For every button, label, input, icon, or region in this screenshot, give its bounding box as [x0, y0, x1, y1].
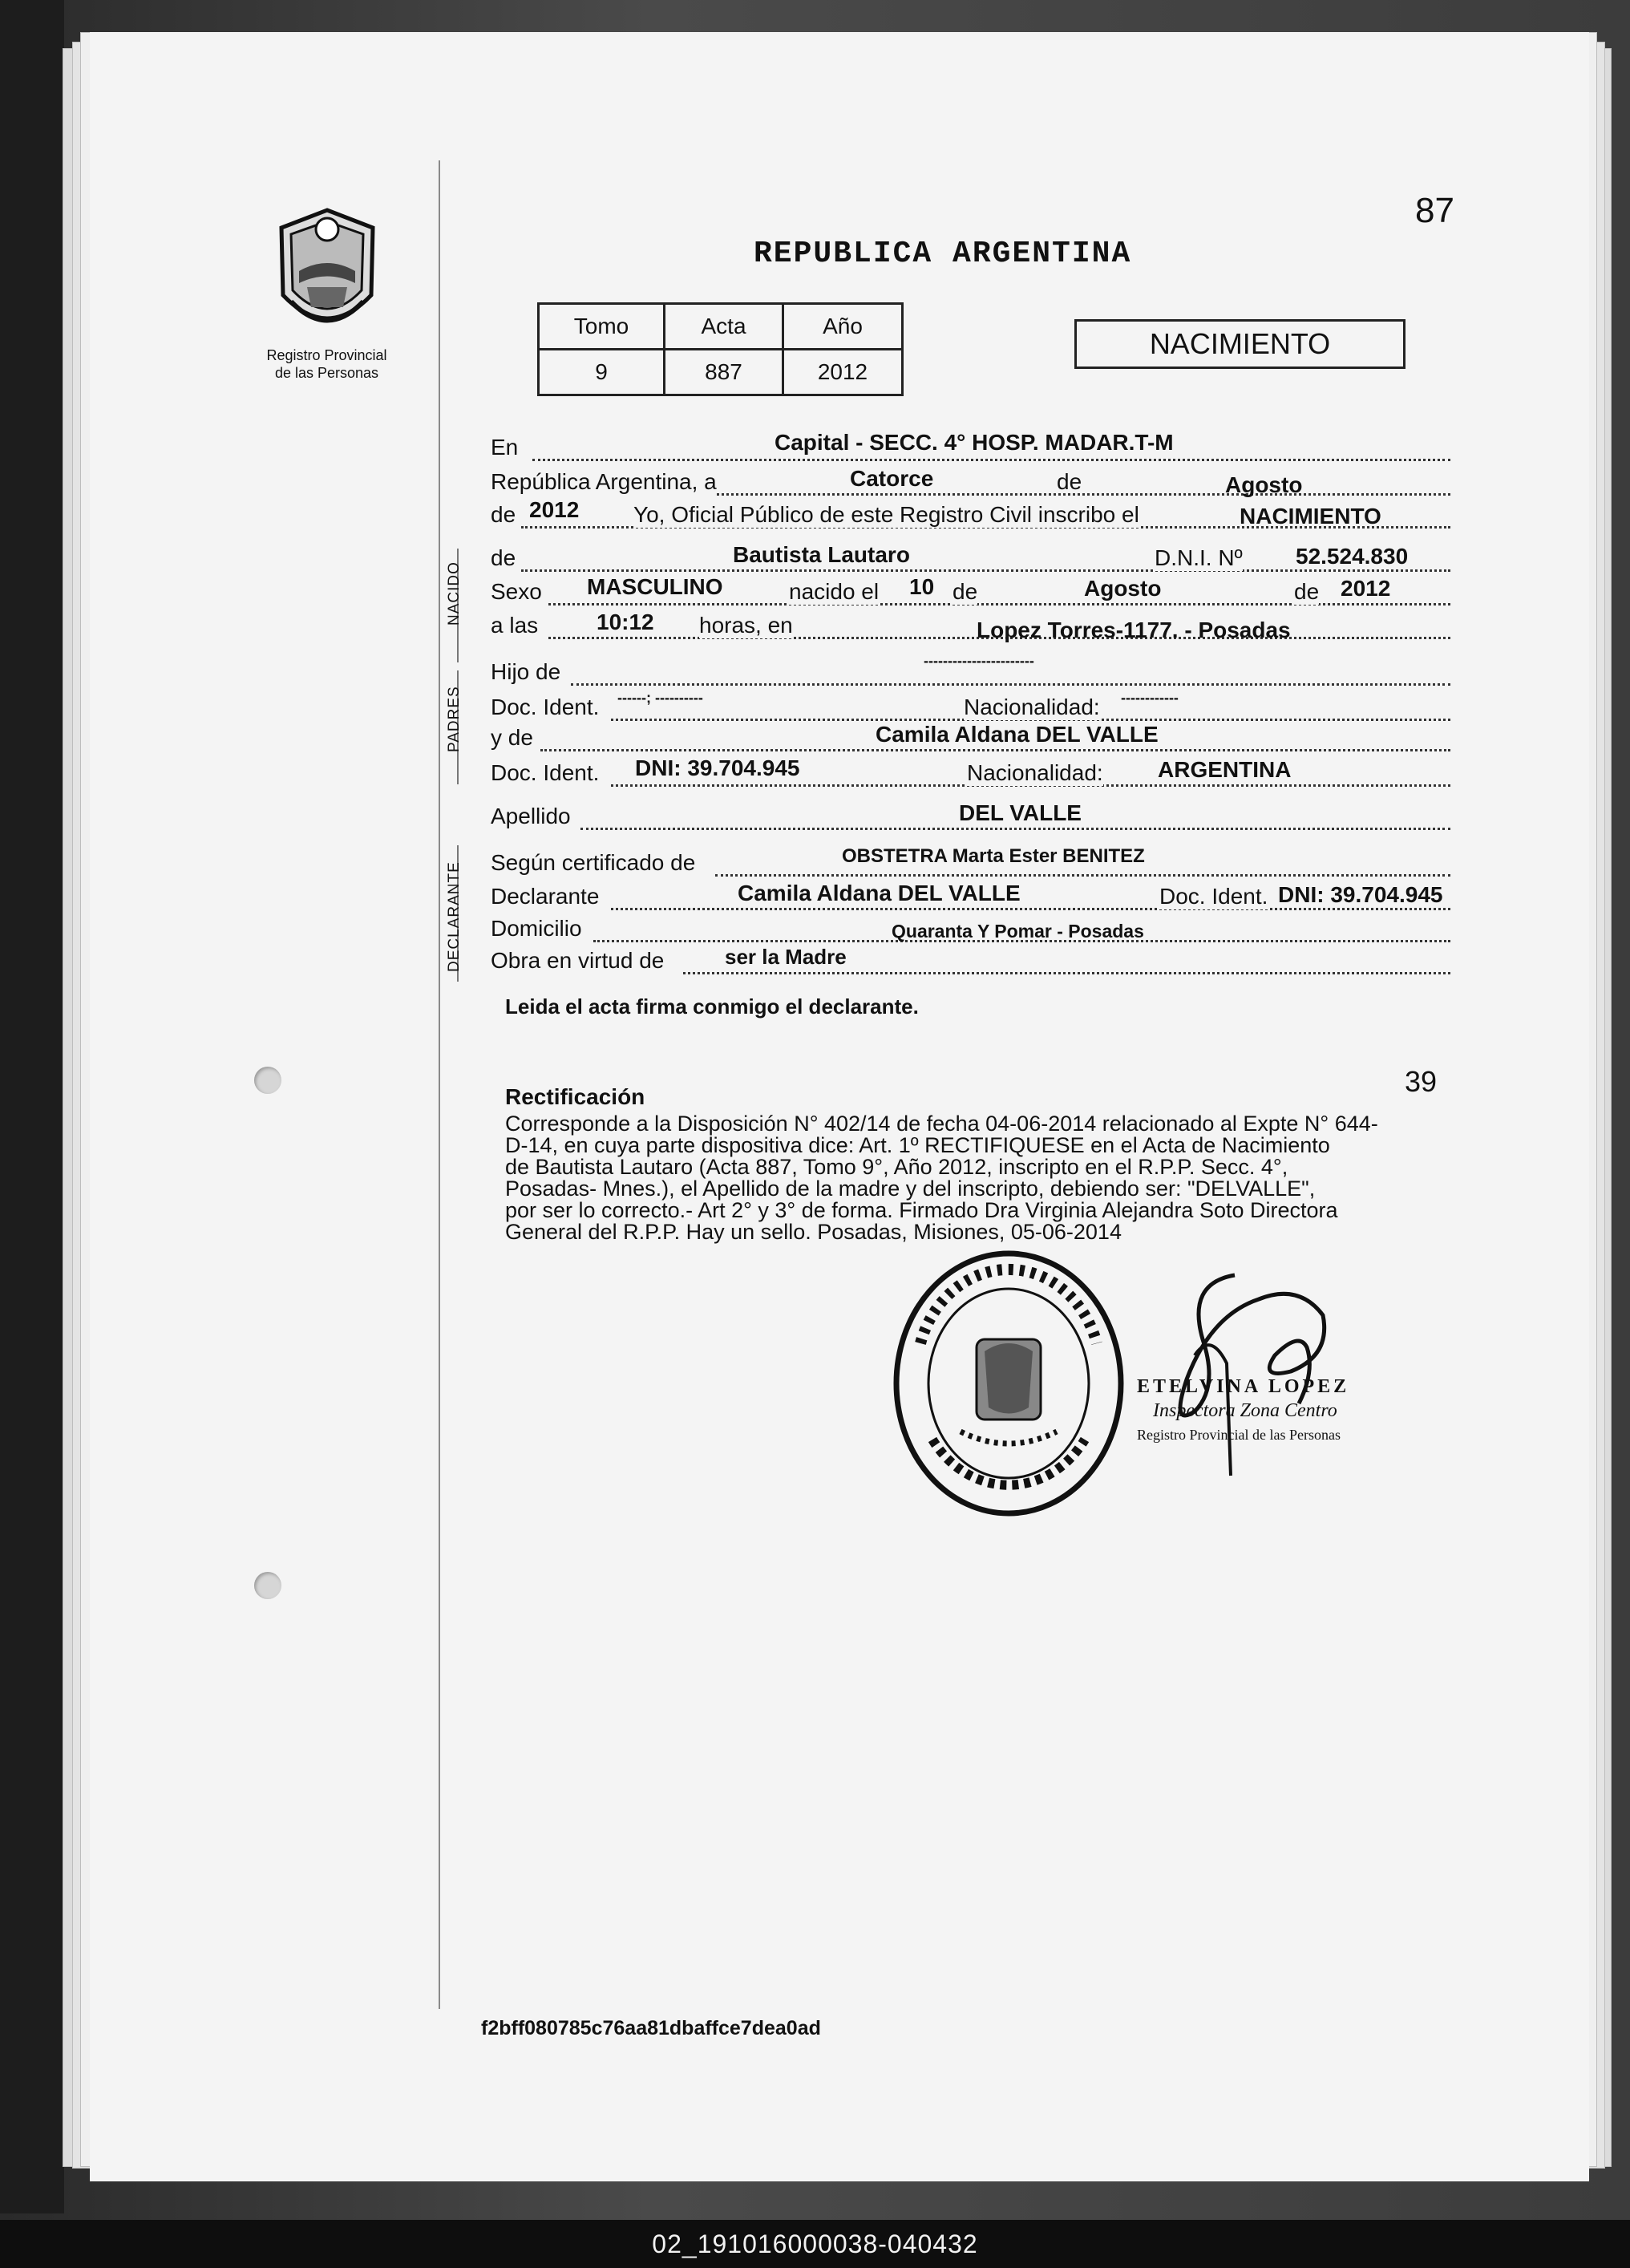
section-label-nacido: NACIDO	[446, 561, 463, 626]
signer-org: Registro Provincial de las Personas	[1137, 1427, 1341, 1443]
row-domicilio	[491, 916, 1630, 948]
cert-value: OBSTETRA Marta Ester BENITEZ	[842, 845, 1145, 867]
dotted-line	[683, 972, 1450, 974]
rectificacion-line: Posadas- Mnes.), el Apellido de la madre y del inscripto, debiendo ser: "DELVALLE",	[505, 1177, 1316, 1201]
nombre-label: de	[491, 545, 516, 570]
year-prefix-label: de	[491, 502, 516, 527]
punch-hole	[254, 1067, 281, 1094]
crest-caption-line2: de las Personas	[274, 365, 379, 381]
margin-line	[439, 160, 440, 2009]
closing-statement: Leida el acta firma conmigo el declarante.	[505, 994, 919, 1019]
tomo-header: Tomo	[539, 304, 665, 350]
dni-label: D.N.I. Nº	[1155, 545, 1243, 570]
en-value: Capital - SECC. 4° HOSP. MADAR.T-M	[775, 430, 1174, 455]
dotted-line	[611, 908, 1450, 910]
signer-role: Inspectora Zona Centro	[1153, 1400, 1337, 1421]
sexo-value: MASCULINO	[587, 574, 723, 599]
image-caption: 02_191016000038-040432	[0, 2220, 1630, 2268]
page-number: 87	[1415, 191, 1454, 230]
dni-value: 52.524.830	[1296, 544, 1409, 569]
obra-label: Obra en virtud de	[491, 948, 665, 973]
punch-hole	[254, 1572, 281, 1599]
dotted-line	[571, 683, 1450, 686]
nacido-year: 2012	[1341, 576, 1391, 601]
doc2-value: DNI: 39.704.945	[635, 755, 800, 780]
doc2-label: Doc. Ident.	[491, 760, 600, 785]
nombre-value: Bautista Lautaro	[733, 542, 910, 567]
decl-doc-value: DNI: 39.704.945	[1278, 882, 1443, 907]
madre-value: Camila Aldana DEL VALLE	[876, 722, 1159, 747]
rectificacion-line: General del R.P.P. Hay un sello. Posadas, Misiones, 05-06-2014	[505, 1220, 1122, 1244]
hijo-label: Hijo de	[491, 659, 561, 684]
row-madre	[491, 722, 1630, 757]
rectificacion-body	[505, 1113, 1459, 1243]
section-label-padres: PADRES	[446, 686, 463, 752]
republica-day: Catorce	[850, 466, 934, 491]
row-lugar-registro	[491, 430, 1630, 467]
row-obra	[491, 945, 1630, 980]
crest-caption	[241, 346, 413, 382]
horas-label: horas, en	[699, 613, 793, 638]
dom-label: Domicilio	[491, 916, 582, 941]
doc1-label: Doc. Ident.	[491, 695, 600, 719]
row-certificado	[491, 845, 1630, 882]
sexo-label: Sexo	[491, 579, 542, 604]
lugar-value: Lopez Torres-1177. - Posadas	[977, 618, 1291, 642]
rectificacion-line: D-14, en cuya parte dispositiva dice: Art. 1º RECTIFIQUESE en el Acta de Nacimiento	[505, 1133, 1330, 1157]
rectificacion-line: de Bautista Lautaro (Acta 887, Tomo 9°, Año 2012, inscripto en el R.P.P. Secc. 4°,	[505, 1155, 1288, 1179]
row-hijo	[491, 653, 1630, 691]
rectificacion-line: Corresponde a la Disposición N° 402/14 de fecha 04-06-2014 relacionado al Expte N° 644-	[505, 1112, 1378, 1136]
republica-month: Agosto	[1225, 472, 1303, 497]
nacido-month: Agosto	[1084, 576, 1162, 601]
document-title: REPUBLICA ARGENTINA	[754, 237, 1132, 271]
row-nombre	[491, 542, 1630, 577]
obra-value: ser la Madre	[725, 945, 847, 969]
misiones-crest-icon	[275, 207, 379, 343]
dotted-line	[715, 874, 1450, 877]
nacido-de2-label: de	[1294, 579, 1320, 604]
register-table	[537, 302, 904, 396]
section-label-declarante: DECLARANTE	[446, 861, 463, 972]
dotted-line	[532, 459, 1450, 461]
apellido-value: DEL VALLE	[959, 800, 1082, 825]
act-type-box: NACIMIENTO	[1074, 319, 1406, 369]
row-inscripcion	[491, 497, 1630, 534]
hora-value: 10:12	[597, 610, 654, 634]
nac2-label: Nacionalidad:	[967, 760, 1103, 785]
binder-edge	[0, 0, 64, 2213]
cert-label: Según certificado de	[491, 850, 696, 875]
signer-name: ETELVINA LOPEZ	[1137, 1376, 1350, 1397]
official-seal-stamp	[888, 1247, 1129, 1520]
nacido-label: nacido el	[789, 579, 880, 604]
crest-caption-line1: Registro Provincial	[266, 347, 387, 363]
register-value-row	[539, 350, 903, 395]
decl-label: Declarante	[491, 884, 600, 909]
nac1-value: ------------	[1121, 690, 1179, 706]
signature-block	[1137, 1375, 1349, 1447]
anio-value: 2012	[783, 350, 903, 395]
de-label: de	[1057, 469, 1082, 494]
document-hash: f2bff080785c76aa81dbaffce7dea0ad	[481, 2017, 821, 2039]
inscribe-value: NACIMIENTO	[1240, 504, 1381, 529]
dotted-line	[580, 828, 1450, 830]
row-fecha	[491, 466, 1630, 501]
rectificacion-number: 39	[1405, 1065, 1438, 1098]
yde-label: y de	[491, 725, 533, 750]
nacido-de-label: de	[953, 579, 978, 604]
decl-value: Camila Aldana DEL VALLE	[738, 881, 1021, 905]
row-declarante	[491, 881, 1630, 916]
rectificacion-line: por ser lo correcto.- Art 2° y 3° de forma. Firmado Dra Virginia Alejandra Soto Directora	[505, 1198, 1338, 1222]
row-sexo	[491, 574, 1630, 611]
oficial-text: Yo, Oficial Público de este Registro Civil inscribo el	[633, 502, 1139, 527]
acta-value: 887	[665, 350, 783, 395]
hora-label: a las	[491, 613, 539, 638]
dotted-line	[521, 569, 1450, 572]
row-hora	[491, 610, 1630, 645]
hijo-value: -----------------------	[924, 653, 1034, 669]
nacido-day: 10	[909, 574, 935, 599]
dotted-line	[717, 493, 1450, 496]
en-label: En	[491, 435, 519, 460]
republica-label: República Argentina, a	[491, 469, 717, 494]
year-value: 2012	[529, 497, 580, 522]
acta-header: Acta	[665, 304, 783, 350]
anio-header: Año	[783, 304, 903, 350]
dotted-line	[540, 749, 1450, 751]
dom-value: Quaranta Y Pomar - Posadas	[892, 921, 1144, 942]
doc1-value: ------; ----------	[617, 690, 703, 706]
register-header-row	[539, 304, 903, 350]
rectificacion-heading: Rectificación	[505, 1084, 645, 1109]
apellido-label: Apellido	[491, 804, 571, 828]
decl-doc-label: Doc. Ident.	[1159, 884, 1268, 909]
row-apellido	[491, 800, 1630, 836]
tomo-value: 9	[539, 350, 665, 395]
nac1-label: Nacionalidad:	[964, 695, 1100, 719]
row-doc-madre	[491, 755, 1630, 792]
nac2-value: ARGENTINA	[1158, 757, 1292, 782]
